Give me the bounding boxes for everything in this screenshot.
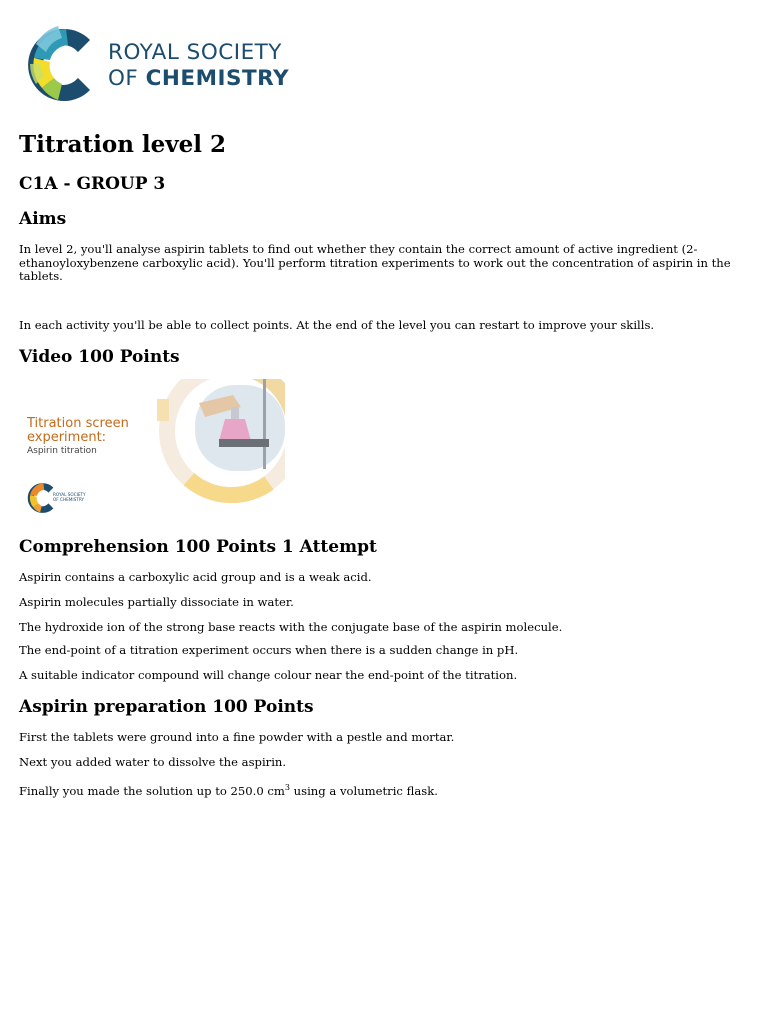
comprehension-item: The hydroxide ion of the strong base reacts with the conjugate base of the aspirin molecule. bbox=[19, 620, 563, 634]
logo-text-of: OF bbox=[108, 66, 146, 91]
thumb-logo-line-2: OF CHEMISTRY bbox=[53, 497, 85, 502]
preparation-item: First the tablets were ground into a fine powder with a pestle and mortar. bbox=[19, 730, 455, 744]
preparation-heading: Aspirin preparation 100 Points bbox=[19, 697, 314, 717]
thumb-title-line-1: Titration screen bbox=[27, 416, 129, 431]
thumb-title-line-2: experiment: bbox=[27, 430, 107, 445]
preparation-final-suffix: using a volumetric flask. bbox=[289, 783, 438, 798]
rsc-logo-mark-icon bbox=[28, 24, 102, 106]
preparation-final-sup: 3 bbox=[284, 783, 290, 792]
comprehension-item: Aspirin molecules partially dissociate in water. bbox=[19, 595, 294, 609]
preparation-final-prefix: Finally you made the solution up to 250.0 cm bbox=[19, 783, 285, 798]
aims-paragraph-1: In level 2, you'll analyse aspirin tablets to find out whether they contain the correct amount of active ingredient (2-ethanoyloxybenzene carboxylic acid). You'll perform titration experiments to work out the concentration of aspirin in the tablets. bbox=[19, 242, 731, 283]
video-thumbnail[interactable] bbox=[19, 379, 285, 520]
thumb-subtitle: Aspirin titration bbox=[27, 446, 97, 456]
aims-heading: Aims bbox=[19, 209, 67, 229]
logo-text-chemistry: CHEMISTRY bbox=[145, 66, 290, 91]
comprehension-item: A suitable indicator compound will change colour near the end-point of the titration. bbox=[19, 668, 518, 682]
comprehension-item: The end-point of a titration experiment occurs when there is a sudden change in pH. bbox=[19, 643, 519, 657]
preparation-item: Next you added water to dissolve the aspirin. bbox=[19, 755, 287, 769]
group-heading: C1A - GROUP 3 bbox=[19, 174, 166, 194]
rsc-logo bbox=[28, 24, 328, 106]
thumb-title bbox=[27, 417, 129, 445]
comprehension-item: Aspirin contains a carboxylic acid group and is a weak acid. bbox=[19, 570, 372, 584]
aims-paragraph-2: In each activity you'll be able to collect points. At the end of the level you can restart to improve your skills. bbox=[19, 318, 655, 332]
preparation-final bbox=[19, 781, 749, 798]
comprehension-heading: Comprehension 100 Points 1 Attempt bbox=[19, 537, 377, 557]
video-heading: Video 100 Points bbox=[19, 347, 180, 367]
thumb-logo-text bbox=[53, 492, 86, 502]
logo-text-royal-society: ROYAL SOCIETY bbox=[108, 40, 282, 65]
thumb-logo-line-1: ROYAL SOCIETY bbox=[53, 492, 86, 497]
page-title: Titration level 2 bbox=[19, 131, 227, 158]
logo-text-of-chemistry bbox=[108, 66, 289, 91]
